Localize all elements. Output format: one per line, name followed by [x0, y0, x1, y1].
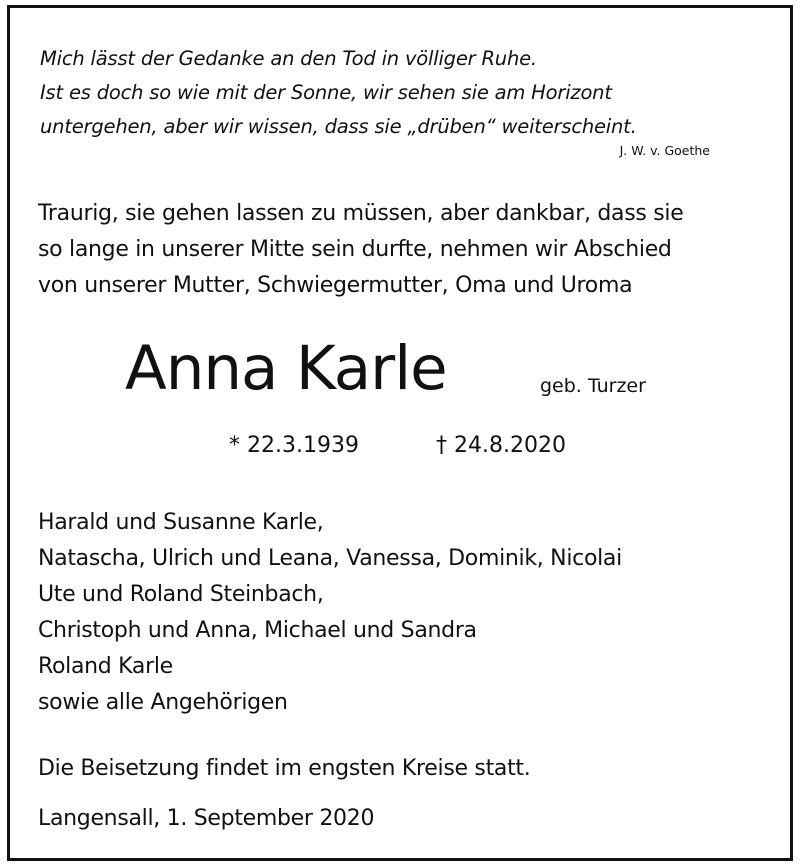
mourners-list [38, 505, 778, 721]
quote-line: Ist es doch so wie mit der Sonne, wir sehen sie am Horizont [40, 81, 612, 104]
intro-line: Traurig, sie gehen lassen zu müssen, aber dankbar, dass sie [38, 201, 684, 226]
mourner-line: Roland Karle [38, 654, 173, 679]
birth-date: * 22.3.1939 [229, 433, 359, 458]
maiden-name: geb. Turzer [540, 375, 646, 397]
quote-author: J. W. v. Goethe [619, 143, 710, 158]
quote-line: Mich lässt der Gedanke an den Tod in völliger Ruhe. [40, 47, 537, 70]
mourner-line: sowie alle Angehörigen [38, 690, 288, 715]
death-date: † 24.8.2020 [436, 433, 566, 458]
mourner-line: Ute und Roland Steinbach, [38, 582, 324, 607]
intro-text [38, 196, 778, 304]
intro-line: von unserer Mutter, Schwiegermutter, Oma und Uroma [38, 273, 633, 298]
deceased-name-row [125, 326, 725, 416]
mourner-line: Natascha, Ulrich und Leana, Vanessa, Dominik, Nicolai [38, 546, 622, 571]
mourner-line: Christoph und Anna, Michael und Sandra [38, 618, 477, 643]
goethe-quote [40, 42, 740, 144]
quote-line: untergehen, aber wir wissen, dass sie „drüben“ weiterscheint. [40, 115, 637, 138]
funeral-note: Die Beisetzung findet im engsten Kreise statt. [38, 756, 531, 781]
place-date: Langensall, 1. September 2020 [38, 806, 375, 831]
mourner-line: Harald und Susanne Karle, [38, 510, 324, 535]
deceased-name: Anna Karle [125, 333, 447, 404]
intro-line: so lange in unserer Mitte sein durfte, nehmen wir Abschied [38, 237, 672, 262]
